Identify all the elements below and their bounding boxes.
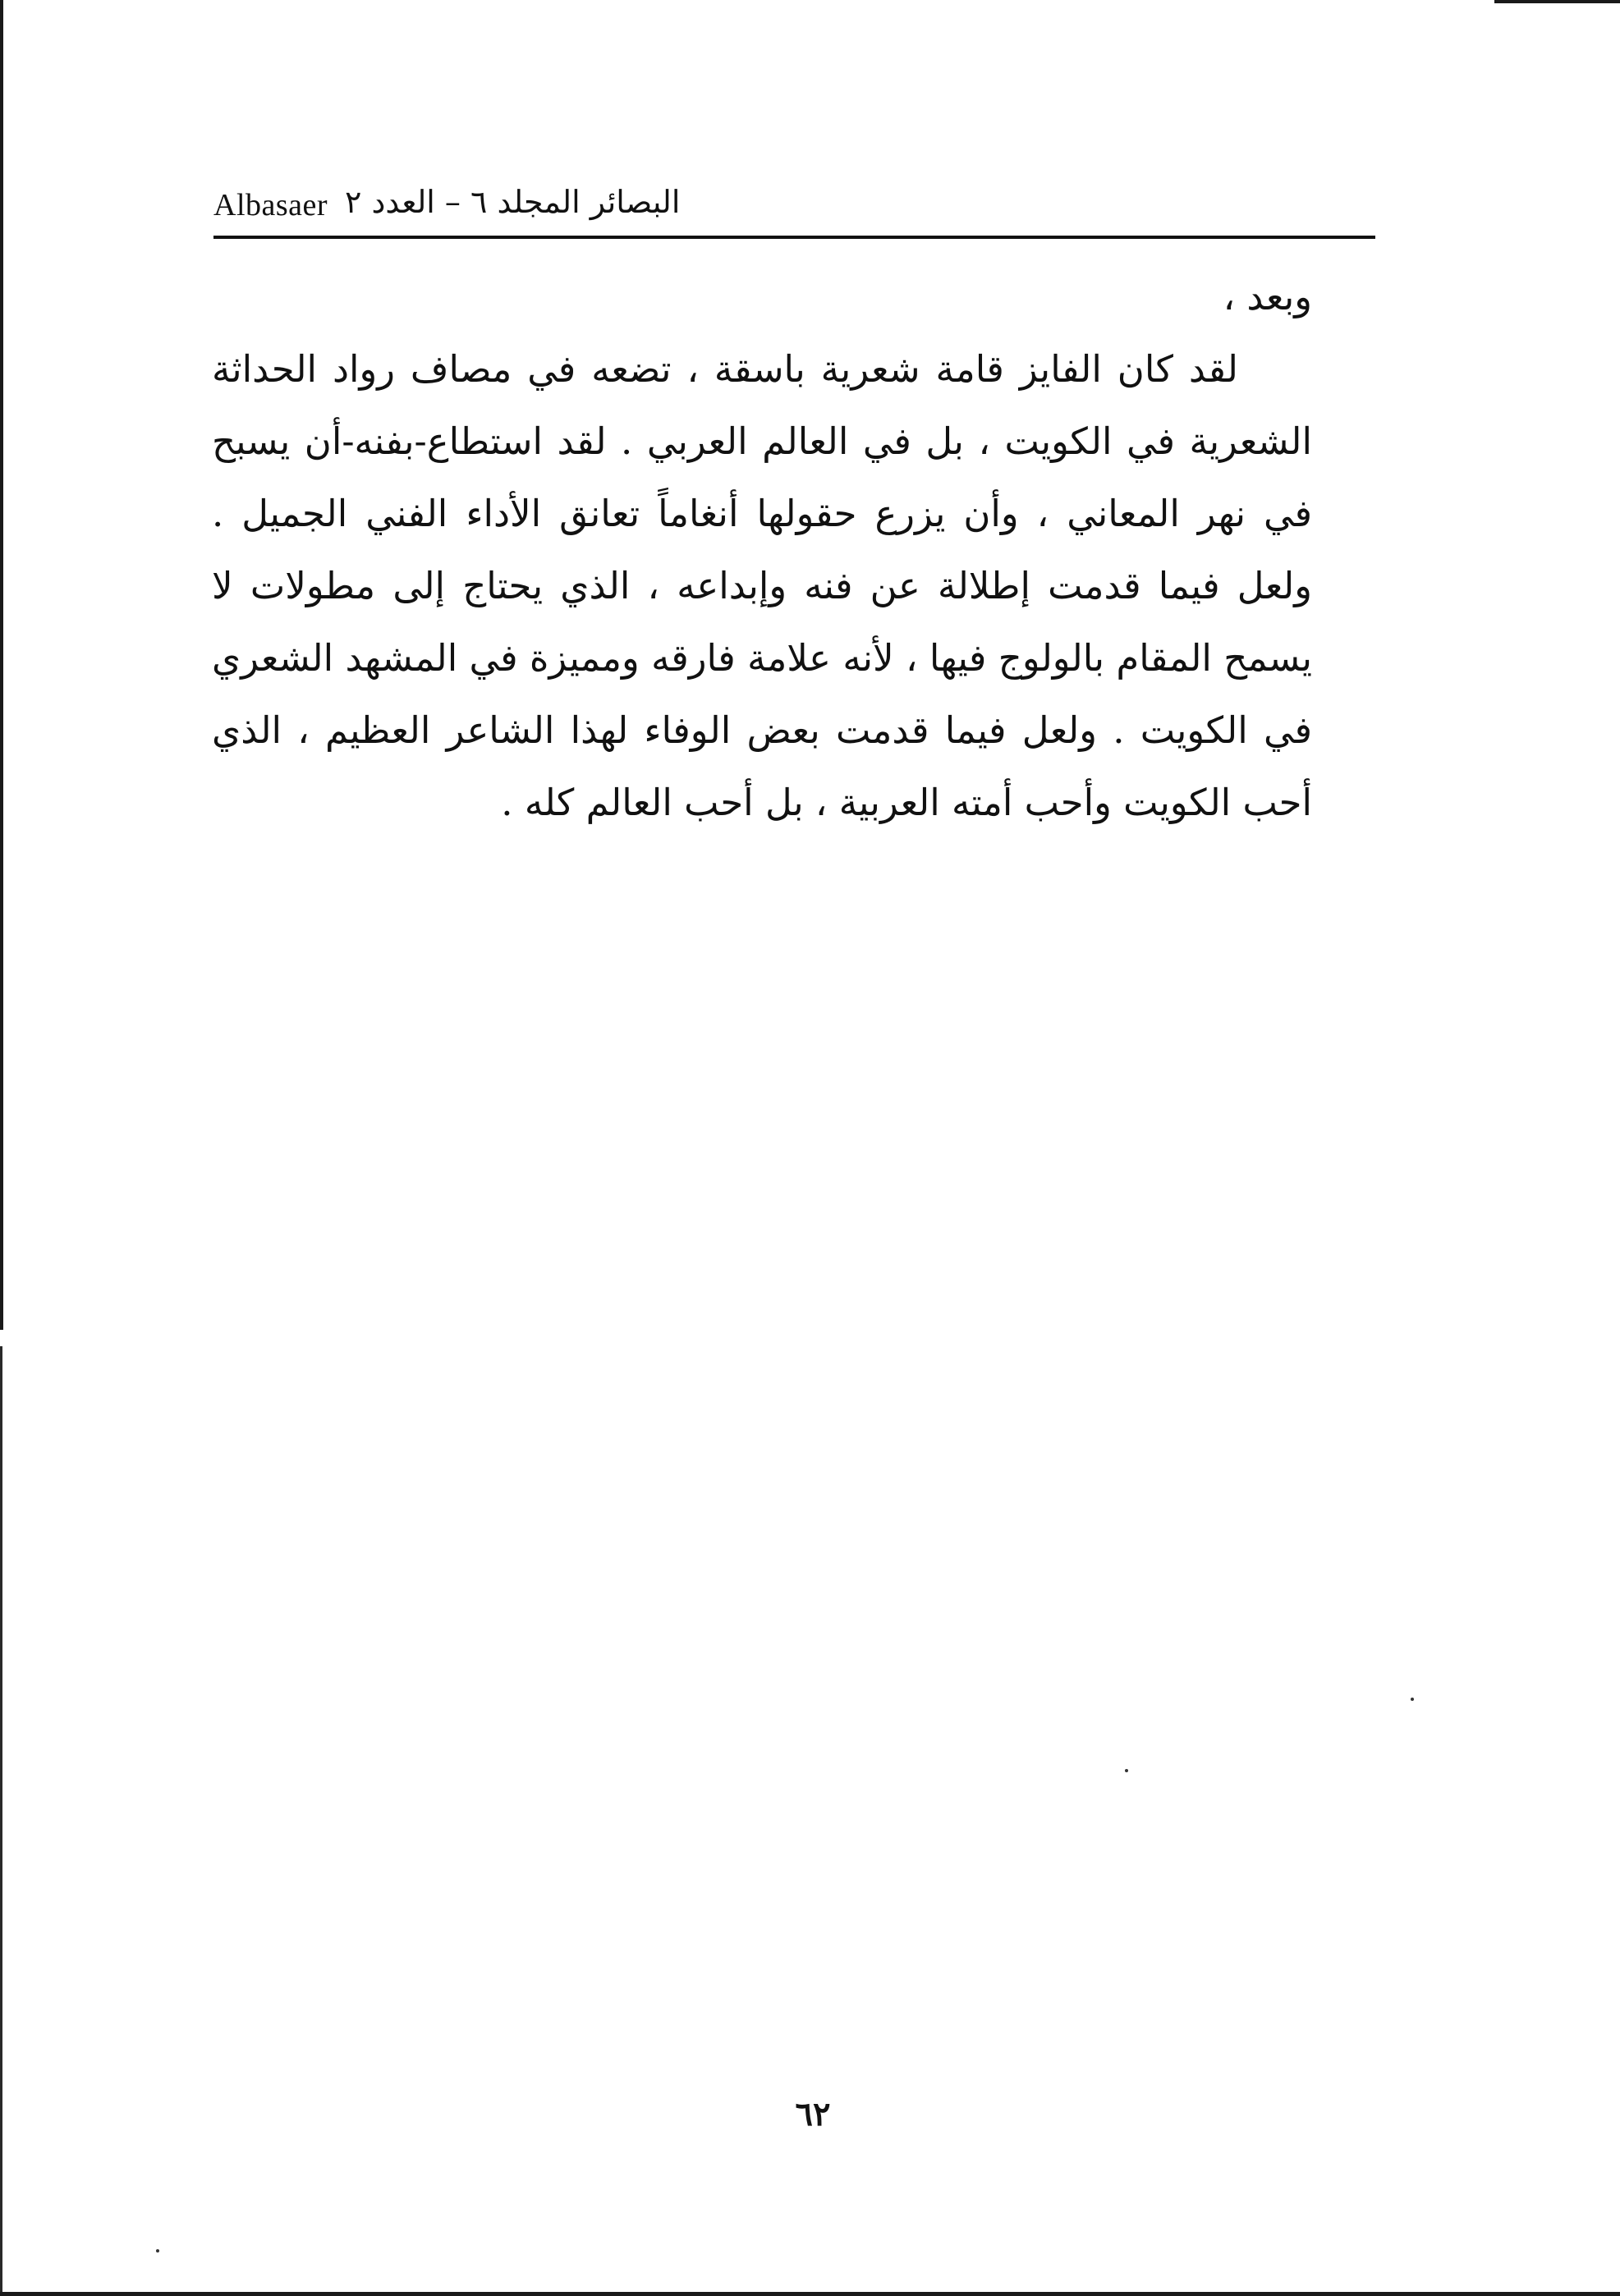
header-rule	[213, 236, 1375, 239]
scan-speck	[1125, 1769, 1128, 1772]
scan-border-left-lower	[0, 1346, 2, 2296]
journal-title-en: Albasaer	[213, 188, 328, 222]
scan-corner-top	[1494, 0, 1620, 3]
scan-border-bottom	[0, 2292, 1620, 2296]
closing-paragraph: لقد كان الفايز قامة شعرية باسقة ، تضعه في مصاف رواد الحداثة الشعرية في الكويت ، بل في العالم العربي . لقد استطاع-بفنه-أن يسبح في نهر المعاني ، وأن يزرع حقولها أنغاماً تعانق الأداء الفني الجميل . ولعل فيما قدمت إطلالة عن فنه وإبداعه ، الذي يحتاج إلى مطولات لا يسمح المقام بالولوج فيها ، لأنه علامة فارقه ومميزة في المشهد الشعري في الكويت . ولعل فيما قدمت بعض الوفاء لهذا الشاعر العظيم ، الذي أحب الكويت وأحب أمته العربية ، بل أحب العالم كله .	[212, 347, 1312, 824]
scan-border-left	[0, 0, 3, 1330]
article-body	[212, 261, 1312, 839]
scan-speck	[156, 2249, 159, 2252]
running-header	[213, 182, 1375, 231]
page-number: ٦٢	[795, 2095, 831, 2133]
scan-speck	[1411, 1698, 1414, 1701]
greeting-line: وبعد ،	[1223, 275, 1312, 319]
journal-title-ar: البصائر المجلد ٦ – العدد ٢	[345, 184, 681, 220]
